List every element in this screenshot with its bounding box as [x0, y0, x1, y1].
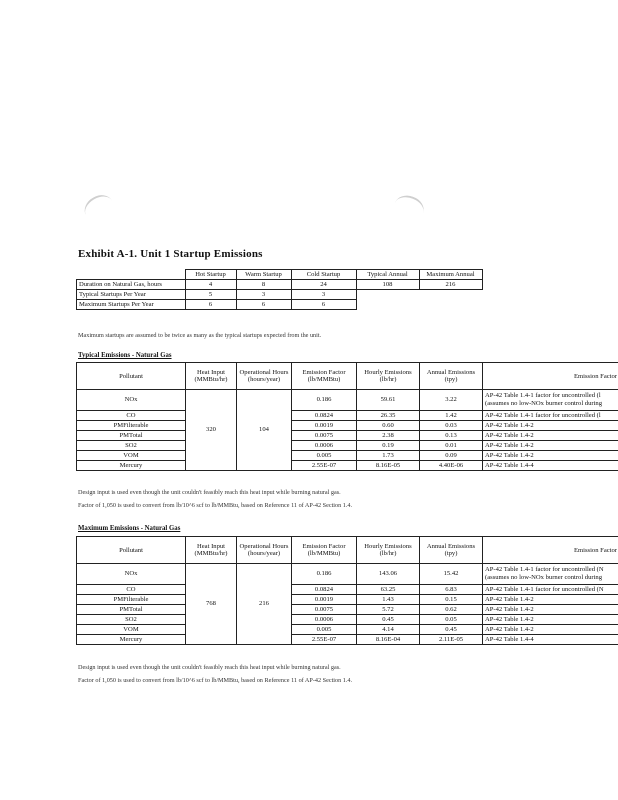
- table-cell: 2.55E-07: [292, 635, 357, 645]
- table-cell: 0.005: [292, 451, 357, 461]
- table-header-row: [77, 270, 483, 280]
- table-cell: 0.0019: [292, 595, 357, 605]
- table-cell: 26.35: [357, 411, 420, 421]
- source-cell: AP-42 Table 1.4-4: [483, 635, 618, 645]
- source-cell: AP-42 Table 1.4-1 factor for uncontrolled (l: [483, 411, 618, 421]
- pollutant-cell: PMTotal: [77, 605, 186, 615]
- table-row: [77, 564, 618, 585]
- table-cell: 0.0075: [292, 431, 357, 441]
- table-cell: 0.62: [420, 605, 483, 615]
- source-cell: AP-42 Table 1.4-2: [483, 605, 618, 615]
- table-cell: 0.186: [292, 390, 357, 411]
- source-cell: AP-42 Table 1.4-2: [483, 451, 618, 461]
- pollutant-cell: PMFilterable: [77, 421, 186, 431]
- column-header: Warm Startup: [236, 270, 291, 280]
- table-row: [77, 585, 618, 595]
- column-header: Emission Factor: [483, 363, 618, 390]
- table-row: [77, 411, 618, 421]
- pollutant-cell: CO: [77, 411, 186, 421]
- column-header: Typical Annual: [356, 270, 419, 280]
- source-text: AP-42 Table 1.4-1 factor for uncontrolled (N: [485, 566, 604, 573]
- source-cell: AP-42 Table 1.4-2: [483, 421, 618, 431]
- source-cell: AP-42 Table 1.4-2: [483, 625, 618, 635]
- source-cell: [483, 390, 618, 411]
- source-cell: AP-42 Table 1.4-4: [483, 461, 618, 471]
- column-header: Operational Hours (hours/year): [237, 363, 292, 390]
- column-header: Hot Startup: [185, 270, 236, 280]
- column-header: Emission Factor: [483, 537, 618, 564]
- table-cell: 1.73: [357, 451, 420, 461]
- column-header: Hourly Emissions (lb/hr): [357, 537, 420, 564]
- typical-section-title: Typical Emissions - Natural Gas: [78, 352, 172, 359]
- pollutant-cell: NOx: [77, 564, 186, 585]
- table-row: [77, 451, 618, 461]
- maximum-section-title: Maximum Emissions - Natural Gas: [78, 525, 181, 532]
- table-cell: 8.16E-04: [357, 635, 420, 645]
- column-header: Annual Emissions (tpy): [420, 363, 483, 390]
- table-row: [77, 595, 618, 605]
- table-cell: 4.40E-06: [420, 461, 483, 471]
- table-cell: 2.11E-05: [420, 635, 483, 645]
- column-header: Emission Factor (lb/MMBtu): [292, 537, 357, 564]
- table-cell: 143.06: [357, 564, 420, 585]
- table-cell: 108: [356, 280, 419, 290]
- table-cell: 8: [236, 280, 291, 290]
- maximum-footnote-2: Factor of 1,050 is used to convert from lb/10^6 scf to lb/MMBtu, based on Reference 11 of AP-42 Section 1.4.: [78, 677, 353, 684]
- table-row: [77, 461, 618, 471]
- table-cell: 2.55E-07: [292, 461, 357, 471]
- source-text: AP-42 Table 1.4-1 factor for uncontrolled (l: [485, 392, 601, 399]
- column-header: Pollutant: [77, 537, 186, 564]
- source-cell: AP-42 Table 1.4-2: [483, 615, 618, 625]
- typical-footnote-2: Factor of 1,050 is used to convert from lb/10^6 scf to lb/MMBtu, based on Reference 11 of AP-42 Section 1.4.: [78, 502, 353, 509]
- table-cell: 1.42: [420, 411, 483, 421]
- punch-hole-mark: [391, 192, 427, 225]
- table-cell: 0.0006: [292, 441, 357, 451]
- table-cell: 3.22: [420, 390, 483, 411]
- table-cell: 0.15: [420, 595, 483, 605]
- table-row: [77, 625, 618, 635]
- table-cell: 0.60: [357, 421, 420, 431]
- table-cell: 24: [291, 280, 356, 290]
- table-row: [77, 421, 618, 431]
- heat-input-cell: 768: [186, 564, 237, 645]
- table-cell: 0.005: [292, 625, 357, 635]
- source-cell: AP-42 Table 1.4-2: [483, 431, 618, 441]
- column-header: Heat Input (MMBtu/hr): [186, 363, 237, 390]
- row-label: Maximum Startups Per Year: [77, 300, 186, 310]
- table-cell: 8.16E-05: [357, 461, 420, 471]
- table-cell: 6: [236, 300, 291, 310]
- exhibit-title: Exhibit A-1. Unit 1 Startup Emissions: [78, 248, 263, 260]
- column-header: Heat Input (MMBtu/hr): [186, 537, 237, 564]
- source-text: (assumes no low-NOx burner control during: [485, 574, 603, 581]
- table-cell: 216: [419, 280, 482, 290]
- column-header: Operational Hours (hours/year): [237, 537, 292, 564]
- table-cell: 2.38: [357, 431, 420, 441]
- punch-hole-mark: [80, 190, 118, 226]
- table-cell: 0.0824: [292, 411, 357, 421]
- table-header-row: [77, 363, 618, 390]
- column-header: Hourly Emissions (lb/hr): [357, 363, 420, 390]
- column-header: Emission Factor (lb/MMBtu): [292, 363, 357, 390]
- table-cell: 5.72: [357, 605, 420, 615]
- table-cell: 0.01: [420, 441, 483, 451]
- maximum-emissions-table: [76, 536, 618, 645]
- table-row: [77, 280, 483, 290]
- pollutant-cell: NOx: [77, 390, 186, 411]
- pollutant-cell: SO2: [77, 615, 186, 625]
- table-cell: 0.45: [357, 615, 420, 625]
- table-cell: 3: [291, 290, 356, 300]
- pollutant-cell: PMFilterable: [77, 595, 186, 605]
- table-row: [77, 300, 483, 310]
- table-cell: 0.0075: [292, 605, 357, 615]
- table-cell: 59.61: [357, 390, 420, 411]
- table-row: [77, 441, 618, 451]
- table-cell: 6: [185, 300, 236, 310]
- heat-input-cell: 320: [186, 390, 237, 471]
- typical-footnote-1: Design input is used even though the unit couldn't feasibly reach this heat input while burning natural gas.: [78, 489, 341, 496]
- table-cell: 0.19: [357, 441, 420, 451]
- startup-footnote: Maximum startups are assumed to be twice as many as the typical startups expected from the unit.: [78, 332, 322, 339]
- table-row: [77, 615, 618, 625]
- table-cell: 6.83: [420, 585, 483, 595]
- table-cell: 0.03: [420, 421, 483, 431]
- empty-cell: [356, 290, 419, 300]
- table-cell: 3: [236, 290, 291, 300]
- table-cell: 0.05: [420, 615, 483, 625]
- source-cell: AP-42 Table 1.4-2: [483, 595, 618, 605]
- pollutant-cell: VOM: [77, 451, 186, 461]
- table-row: [77, 290, 483, 300]
- table-cell: 0.09: [420, 451, 483, 461]
- table-cell: 0.13: [420, 431, 483, 441]
- table-cell: 1.43: [357, 595, 420, 605]
- table-cell: 63.25: [357, 585, 420, 595]
- startup-duration-table: [76, 269, 483, 310]
- column-header: Pollutant: [77, 363, 186, 390]
- row-label: Duration on Natural Gas, hours: [77, 280, 186, 290]
- table-cell: 4.14: [357, 625, 420, 635]
- table-cell: 15.42: [420, 564, 483, 585]
- column-header: Maximum Annual: [419, 270, 482, 280]
- table-row: [77, 635, 618, 645]
- operational-hours-cell: 104: [237, 390, 292, 471]
- table-row: [77, 431, 618, 441]
- source-cell: AP-42 Table 1.4-2: [483, 441, 618, 451]
- source-cell: [483, 564, 618, 585]
- table-header-row: [77, 537, 618, 564]
- source-text: (assumes no low-NOx burner control during: [485, 400, 603, 407]
- source-cell: AP-42 Table 1.4-1 factor for uncontrolled (N: [483, 585, 618, 595]
- empty-cell: [356, 300, 419, 310]
- table-row: [77, 605, 618, 615]
- column-header: Annual Emissions (tpy): [420, 537, 483, 564]
- pollutant-cell: PMTotal: [77, 431, 186, 441]
- table-cell: 0.0824: [292, 585, 357, 595]
- column-header: Cold Startup: [291, 270, 356, 280]
- pollutant-cell: Mercury: [77, 461, 186, 471]
- table-cell: 5: [185, 290, 236, 300]
- table-cell: 0.186: [292, 564, 357, 585]
- table-cell: 4: [185, 280, 236, 290]
- row-label: Typical Startups Per Year: [77, 290, 186, 300]
- table-cell: 0.45: [420, 625, 483, 635]
- table-corner-cell: [77, 270, 186, 280]
- table-cell: 6: [291, 300, 356, 310]
- empty-cell: [419, 290, 482, 300]
- pollutant-cell: Mercury: [77, 635, 186, 645]
- operational-hours-cell: 216: [237, 564, 292, 645]
- empty-cell: [419, 300, 482, 310]
- pollutant-cell: CO: [77, 585, 186, 595]
- typical-emissions-table: [76, 362, 618, 471]
- maximum-footnote-1: Design input is used even though the unit couldn't feasibly reach this heat input while burning natural gas.: [78, 664, 341, 671]
- pollutant-cell: SO2: [77, 441, 186, 451]
- pollutant-cell: VOM: [77, 625, 186, 635]
- table-row: [77, 390, 618, 411]
- table-cell: 0.0006: [292, 615, 357, 625]
- table-cell: 0.0019: [292, 421, 357, 431]
